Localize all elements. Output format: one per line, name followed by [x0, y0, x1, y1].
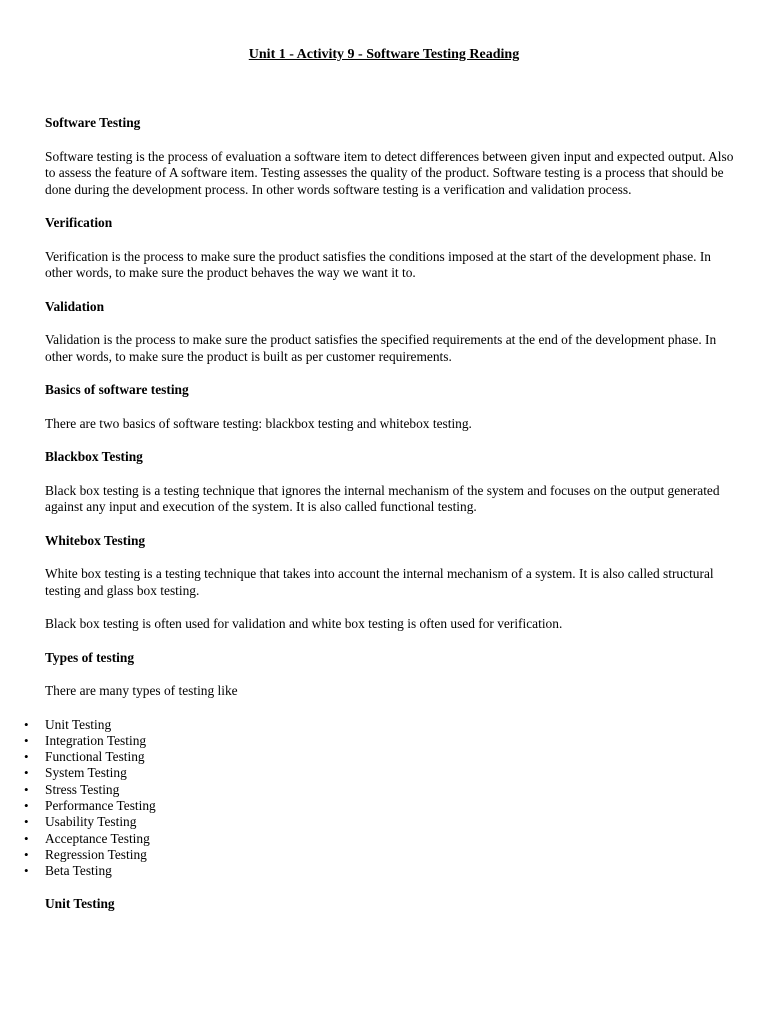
bullet-icon: • — [24, 749, 29, 765]
list-item: • Performance Testing — [24, 797, 156, 813]
list-item: • Acceptance Testing — [24, 830, 150, 846]
bullet-icon: • — [24, 781, 29, 797]
document-body — [24, 115, 735, 913]
paragraph-blackbox: Black box testing is a testing technique that ignores the internal mechanism of the system and focuses on the output generated against any input and execution of the system. It is also called functional testing. — [45, 482, 720, 514]
heading-blackbox: Blackbox Testing — [45, 449, 143, 464]
heading-basics: Basics of software testing — [45, 382, 189, 397]
paragraph-validation: Validation is the process to make sure the product satisfies the specified requirements at the end of the development phase. In other words, to make sure the product is built as per customer requirements. — [45, 332, 717, 364]
list-item: • Stress Testing — [24, 781, 120, 797]
list-item: • Usability Testing — [24, 814, 137, 830]
heading-validation: Validation — [45, 298, 105, 314]
list-item: • Unit Testing — [24, 716, 112, 732]
paragraph-box-comparison: Black box testing is often used for validation and white box testing is often used for verification. — [45, 616, 563, 631]
testing-types-list — [24, 716, 735, 880]
bullet-icon: • — [24, 846, 29, 862]
list-item: • Regression Testing — [24, 846, 147, 862]
bullet-icon: • — [24, 814, 29, 830]
paragraph-types: There are many types of testing like — [45, 683, 238, 698]
bullet-icon: • — [24, 863, 29, 879]
list-item: • Beta Testing — [24, 863, 112, 879]
list-item: • Integration Testing — [24, 732, 147, 748]
paragraph-verification: Verification is the process to make sure the product satisfies the conditions imposed at the start of the development phase. In other words, to make sure the product behaves the way we want it to. — [45, 248, 712, 280]
bullet-icon: • — [24, 732, 29, 748]
heading-whitebox: Whitebox Testing — [45, 532, 146, 548]
paragraph-software-testing: Software testing is the process of evaluation a software item to detect differences between given input and expected output. Also to assess the feature of A software item. Testing assesses the quality of the product. Software testing is a process that should be done during the development process. In other words software testing is a verification and validation process. — [45, 148, 734, 197]
bullet-icon: • — [24, 797, 29, 813]
heading-verification: Verification — [45, 215, 113, 230]
document-title: Unit 1 - Activity 9 - Software Testing Reading — [248, 47, 520, 62]
heading-software-testing: Software Testing — [45, 115, 141, 130]
list-item: • System Testing — [24, 765, 127, 781]
paragraph-basics: There are two basics of software testing: blackbox testing and whitebox testing. — [45, 415, 472, 431]
list-item: • Functional Testing — [24, 749, 145, 765]
paragraph-whitebox: White box testing is a testing technique that takes into account the internal mechanism of a system. It is also called structural testing and glass box testing. — [45, 566, 714, 598]
bullet-icon: • — [24, 830, 29, 846]
heading-types: Types of testing — [45, 649, 135, 665]
bullet-icon: • — [24, 765, 29, 781]
bullet-icon: • — [24, 716, 29, 732]
heading-unit-testing: Unit Testing — [45, 896, 115, 912]
